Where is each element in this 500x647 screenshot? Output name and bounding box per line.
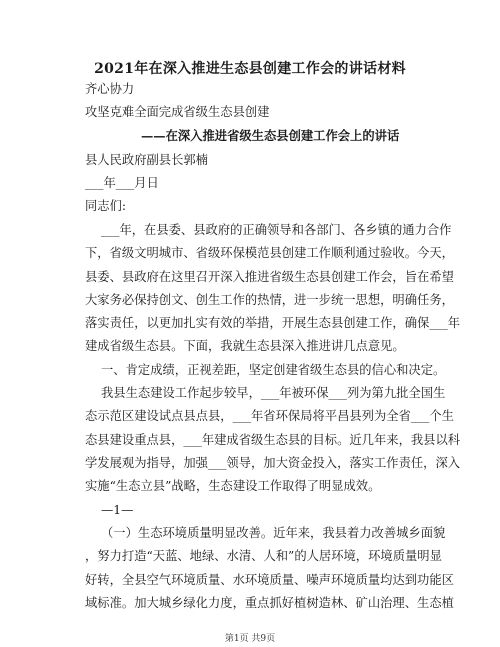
paragraph-line: 我县生态建设工作起步较早，___年被环保___列为第九批全国生 bbox=[101, 386, 446, 400]
author-line: 县人民政府副县长郭楠 bbox=[85, 153, 208, 167]
text-line: 齐心协力 bbox=[85, 82, 135, 96]
paragraph-line: 学发展观为指导，加强___领导，加大资金投入，落实工作责任，深入 bbox=[85, 456, 461, 470]
date-line: ___年___月日 bbox=[85, 176, 159, 190]
subtitle-line: ——在深入推进省级生态县创建工作会上的讲话 bbox=[141, 128, 400, 143]
paragraph-line: 大家务必保持创文、创生工作的热情，进一步统一思想，明确任务， bbox=[85, 293, 454, 307]
paragraph-line: 下，省级文明城市、省级环保模范县创建工作顺利通过验收。今天， bbox=[85, 246, 454, 260]
paragraph-line: 好转，全县空气环境质量、水环境质量、噪声环境质量均达到功能区 bbox=[85, 573, 454, 587]
paragraph-line: 态示范区建设试点县点县，___年省环保局将平昌县列为全省___个生 bbox=[85, 409, 454, 423]
paragraph-line: （一）生态环境质量明显改善。近年来，我县着力改善城乡面貌 bbox=[101, 526, 446, 540]
section-heading: 一、肯定成绩，正视差距，坚定创建省级生态县的信心和决定。 bbox=[101, 363, 446, 377]
page-footer: 第1页 共9页 bbox=[224, 634, 276, 644]
paragraph-line: 县委、县政府在这里召开深入推进省级生态县创建工作会，旨在希望 bbox=[85, 270, 454, 284]
salutation-line: 同志们: bbox=[85, 199, 127, 213]
paragraph-line: ，努力打造“天蓝、地绿、水清、人和”的人居环境，环境质量明显 bbox=[85, 549, 442, 563]
paragraph-line: 实施“生态立县”战略，生态建设工作取得了明显成效。 bbox=[85, 479, 381, 493]
paragraph-line: 落实责任，以更加扎实有效的举措，开展生态县创建工作，确保___年 bbox=[85, 316, 461, 330]
document-title: 2021年在深入推进生态县创建工作会的讲话材料 bbox=[94, 61, 406, 77]
paragraph-line: 域标准。加大城乡绿化力度，重点抓好植树造林、矿山治理、生态植 bbox=[85, 596, 454, 610]
page-marker: —1— bbox=[101, 503, 134, 517]
paragraph-line: 态县建设重点县，___年建成省级生态县的目标。近几年来，我县以科 bbox=[85, 433, 461, 447]
text-line: 攻坚克难全面完成省级生态县创建 bbox=[85, 105, 270, 119]
paragraph-line: ___年，在县委、县政府的正确领导和各部门、各乡镇的通力合作 bbox=[101, 223, 452, 237]
paragraph-line: 建成省级生态县。下面，我就生态县深入推进讲几点意见。 bbox=[85, 339, 405, 353]
